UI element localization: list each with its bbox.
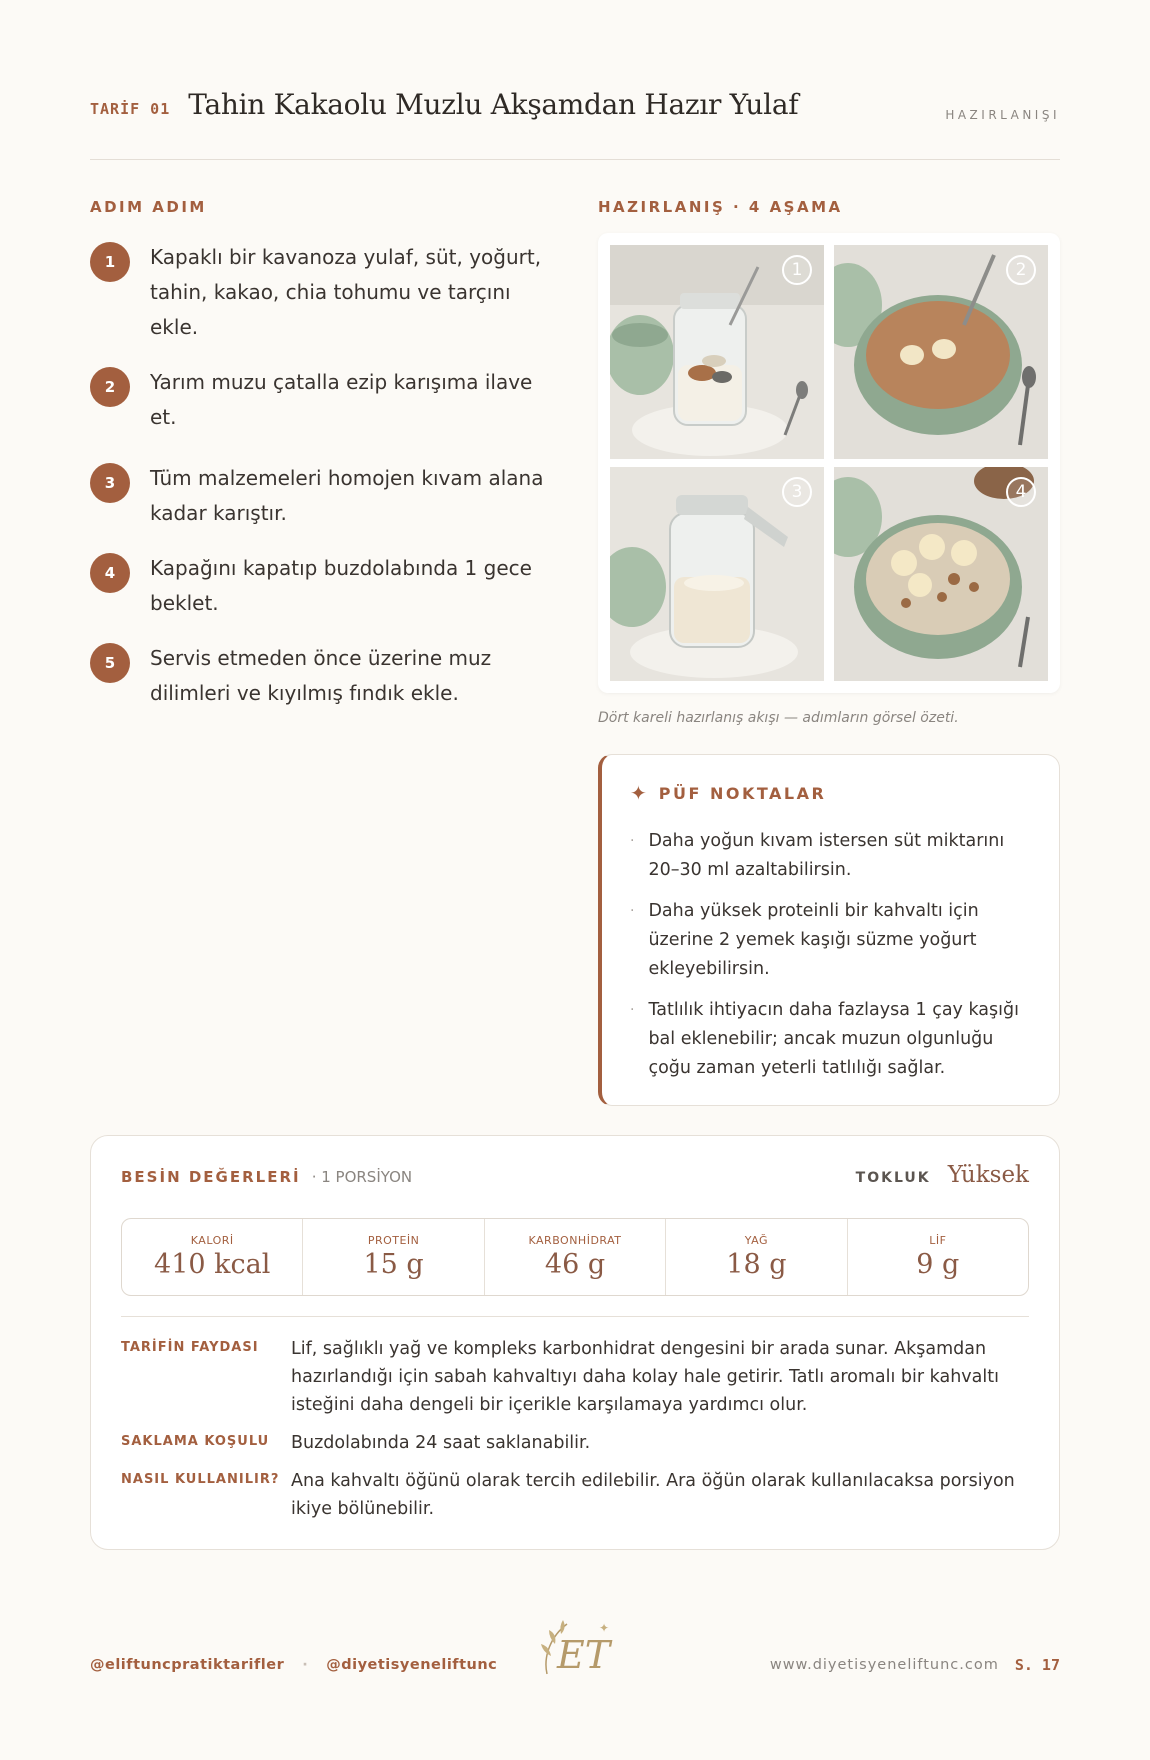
macro-label: PROTEİN: [367, 1234, 420, 1247]
tip-item: [630, 827, 1033, 885]
page-number: S. 17: [1014, 1656, 1060, 1674]
tip-item: [630, 996, 1033, 1083]
nutrition-title: BESİN DEĞERLERİ: [121, 1168, 301, 1186]
photo-step-3: [610, 467, 824, 681]
tip-text: Tatlılık ihtiyacın daha fazlaysa 1 çay kaşığı bal eklenebilir; ancak muzun olgunluğu çoğu zaman yeterli tatlılığı sağlar.: [648, 1000, 1019, 1078]
macro-value: 18 g: [726, 1249, 787, 1280]
steps-list: [90, 240, 560, 711]
macro-cell: [122, 1219, 303, 1295]
step-item: [90, 641, 560, 711]
info-row: [121, 1429, 1029, 1457]
step-number: 1: [90, 242, 130, 282]
photo-step-badge: 3: [782, 477, 812, 507]
tip-text: Daha yüksek proteinli bir kahvaltı için üzerine 2 yemek kaşığı süzme yoğurt ekleyebilirsin.: [648, 901, 979, 979]
macro-label: KARBONHİDRAT: [528, 1234, 622, 1247]
footer-right: [770, 1656, 1060, 1674]
macro-value: 15 g: [363, 1249, 424, 1280]
divider: [121, 1316, 1029, 1317]
tips-heading: [630, 781, 1033, 805]
website-link[interactable]: www.diyetisyeneliftunc.com: [769, 1657, 999, 1673]
page-header: [90, 88, 1060, 160]
nutrition-portion: · 1 PORSİYON: [311, 1168, 413, 1186]
info-row: [121, 1467, 1029, 1523]
macro-cell: [848, 1219, 1028, 1295]
photo-caption: Dört kareli hazırlanış akışı — adımların görsel özeti.: [598, 710, 959, 726]
logo-lettering: ET: [557, 1633, 611, 1677]
step-item: [90, 461, 560, 531]
info-value: Lif, sağlıklı yağ ve kompleks karbonhidrat dengesini bir arada sunar. Akşamdan hazırlandığı için sabah kahvaltıyı daha kolay hale getirir. Tatlı aromalı bir kahvaltı isteğini daha dengeli bir içerikle karşılamaya yardımcı olur.: [291, 1339, 999, 1415]
macro-label: LİF: [929, 1234, 947, 1247]
step-number: 2: [90, 367, 130, 407]
photo-grid-frame: [598, 233, 1060, 693]
macro-value: 410 kcal: [154, 1249, 271, 1280]
photo-grid: [610, 245, 1048, 681]
section-name: HAZIRLANIŞI: [945, 108, 1060, 122]
recipe-tag: TARİF 01: [90, 100, 171, 118]
satiety-label: TOKLUK: [855, 1170, 931, 1186]
tip-text: Daha yoğun kıvam istersen süt miktarını 20–30 ml azaltabilirsin.: [648, 831, 1005, 880]
satiety-group: [856, 1162, 1029, 1188]
separator: ·: [302, 1657, 309, 1673]
logo-sparkle: ✦: [599, 1621, 610, 1635]
step-item: [90, 365, 560, 435]
step-text: Yarım muzu çatalla ezip karışıma ilave et.: [150, 370, 533, 429]
step-number: 4: [90, 553, 130, 593]
step-number: 3: [90, 463, 130, 503]
info-key: SAKLAMA KOŞULU: [121, 1434, 270, 1449]
photo-step-1: [610, 245, 824, 459]
social-links: [90, 1657, 497, 1673]
bullet-icon: ·: [630, 903, 635, 919]
nutrition-title-group: [121, 1167, 412, 1186]
macro-value: 9 g: [916, 1249, 960, 1280]
tip-item: [630, 897, 1033, 984]
macro-table: [121, 1218, 1029, 1296]
macro-label: KALORİ: [190, 1234, 234, 1247]
tips-card: [598, 754, 1060, 1106]
instagram-link-dietitian[interactable]: @diyetisyeneliftunc: [326, 1657, 498, 1673]
nutrition-header: [121, 1162, 1029, 1200]
nutrition-card: [90, 1135, 1060, 1550]
steps-heading: ADIM ADIM: [90, 198, 207, 216]
photo-step-badge: 1: [782, 255, 812, 285]
step-text: Tüm malzemeleri homojen kıvam alana kadar karıştır.: [150, 466, 544, 525]
bullet-icon: ·: [630, 1002, 635, 1018]
step-item: [90, 551, 560, 621]
info-key: NASIL KULLANILIR?: [121, 1472, 280, 1487]
macro-value: 46 g: [544, 1249, 606, 1280]
photo-step-badge: 2: [1006, 255, 1036, 285]
info-value: Buzdolabında 24 saat saklanabilir.: [291, 1433, 591, 1453]
photo-step-2: [834, 245, 1048, 459]
step-number: 5: [90, 643, 130, 683]
photo-step-4: [834, 467, 1048, 681]
recipe-title: Tahin Kakaolu Muzlu Akşamdan Hazır Yulaf: [188, 88, 799, 121]
step-text: Kapaklı bir kavanoza yulaf, süt, yoğurt, tahin, kakao, chia tohumu ve tarçını ekle.: [150, 245, 542, 339]
macro-label: YAĞ: [744, 1234, 769, 1247]
info-key: TARİFİN FAYDASI: [121, 1340, 259, 1355]
photo-step-badge: 4: [1006, 477, 1036, 507]
step-text: Servis etmeden önce üzerine muz dilimleri ve kıyılmış fındık ekle.: [150, 646, 492, 705]
macro-cell: [303, 1219, 484, 1295]
step-item: [90, 240, 560, 345]
bullet-icon: ·: [630, 833, 635, 849]
header-title-group: [90, 88, 798, 121]
tips-title: PÜF NOKTALAR: [658, 783, 827, 803]
info-value: Ana kahvaltı öğünü olarak tercih edilebilir. Ara öğün olarak kullanılacaksa porsiyon ikiye bölünebilir.: [291, 1471, 1015, 1519]
photos-heading: HAZIRLANIŞ · 4 AŞAMA: [598, 198, 843, 216]
satiety-value: Yüksek: [947, 1162, 1029, 1188]
sparkle-icon: ✦: [630, 781, 647, 805]
info-row: [121, 1335, 1029, 1419]
page-footer: [90, 1620, 1060, 1710]
macro-cell: [485, 1219, 666, 1295]
instagram-link-recipes[interactable]: @eliftuncpratiktarifler: [90, 1657, 285, 1673]
macro-cell: [666, 1219, 847, 1295]
step-text: Kapağını kapatıp buzdolabında 1 gece beklet.: [150, 556, 532, 615]
